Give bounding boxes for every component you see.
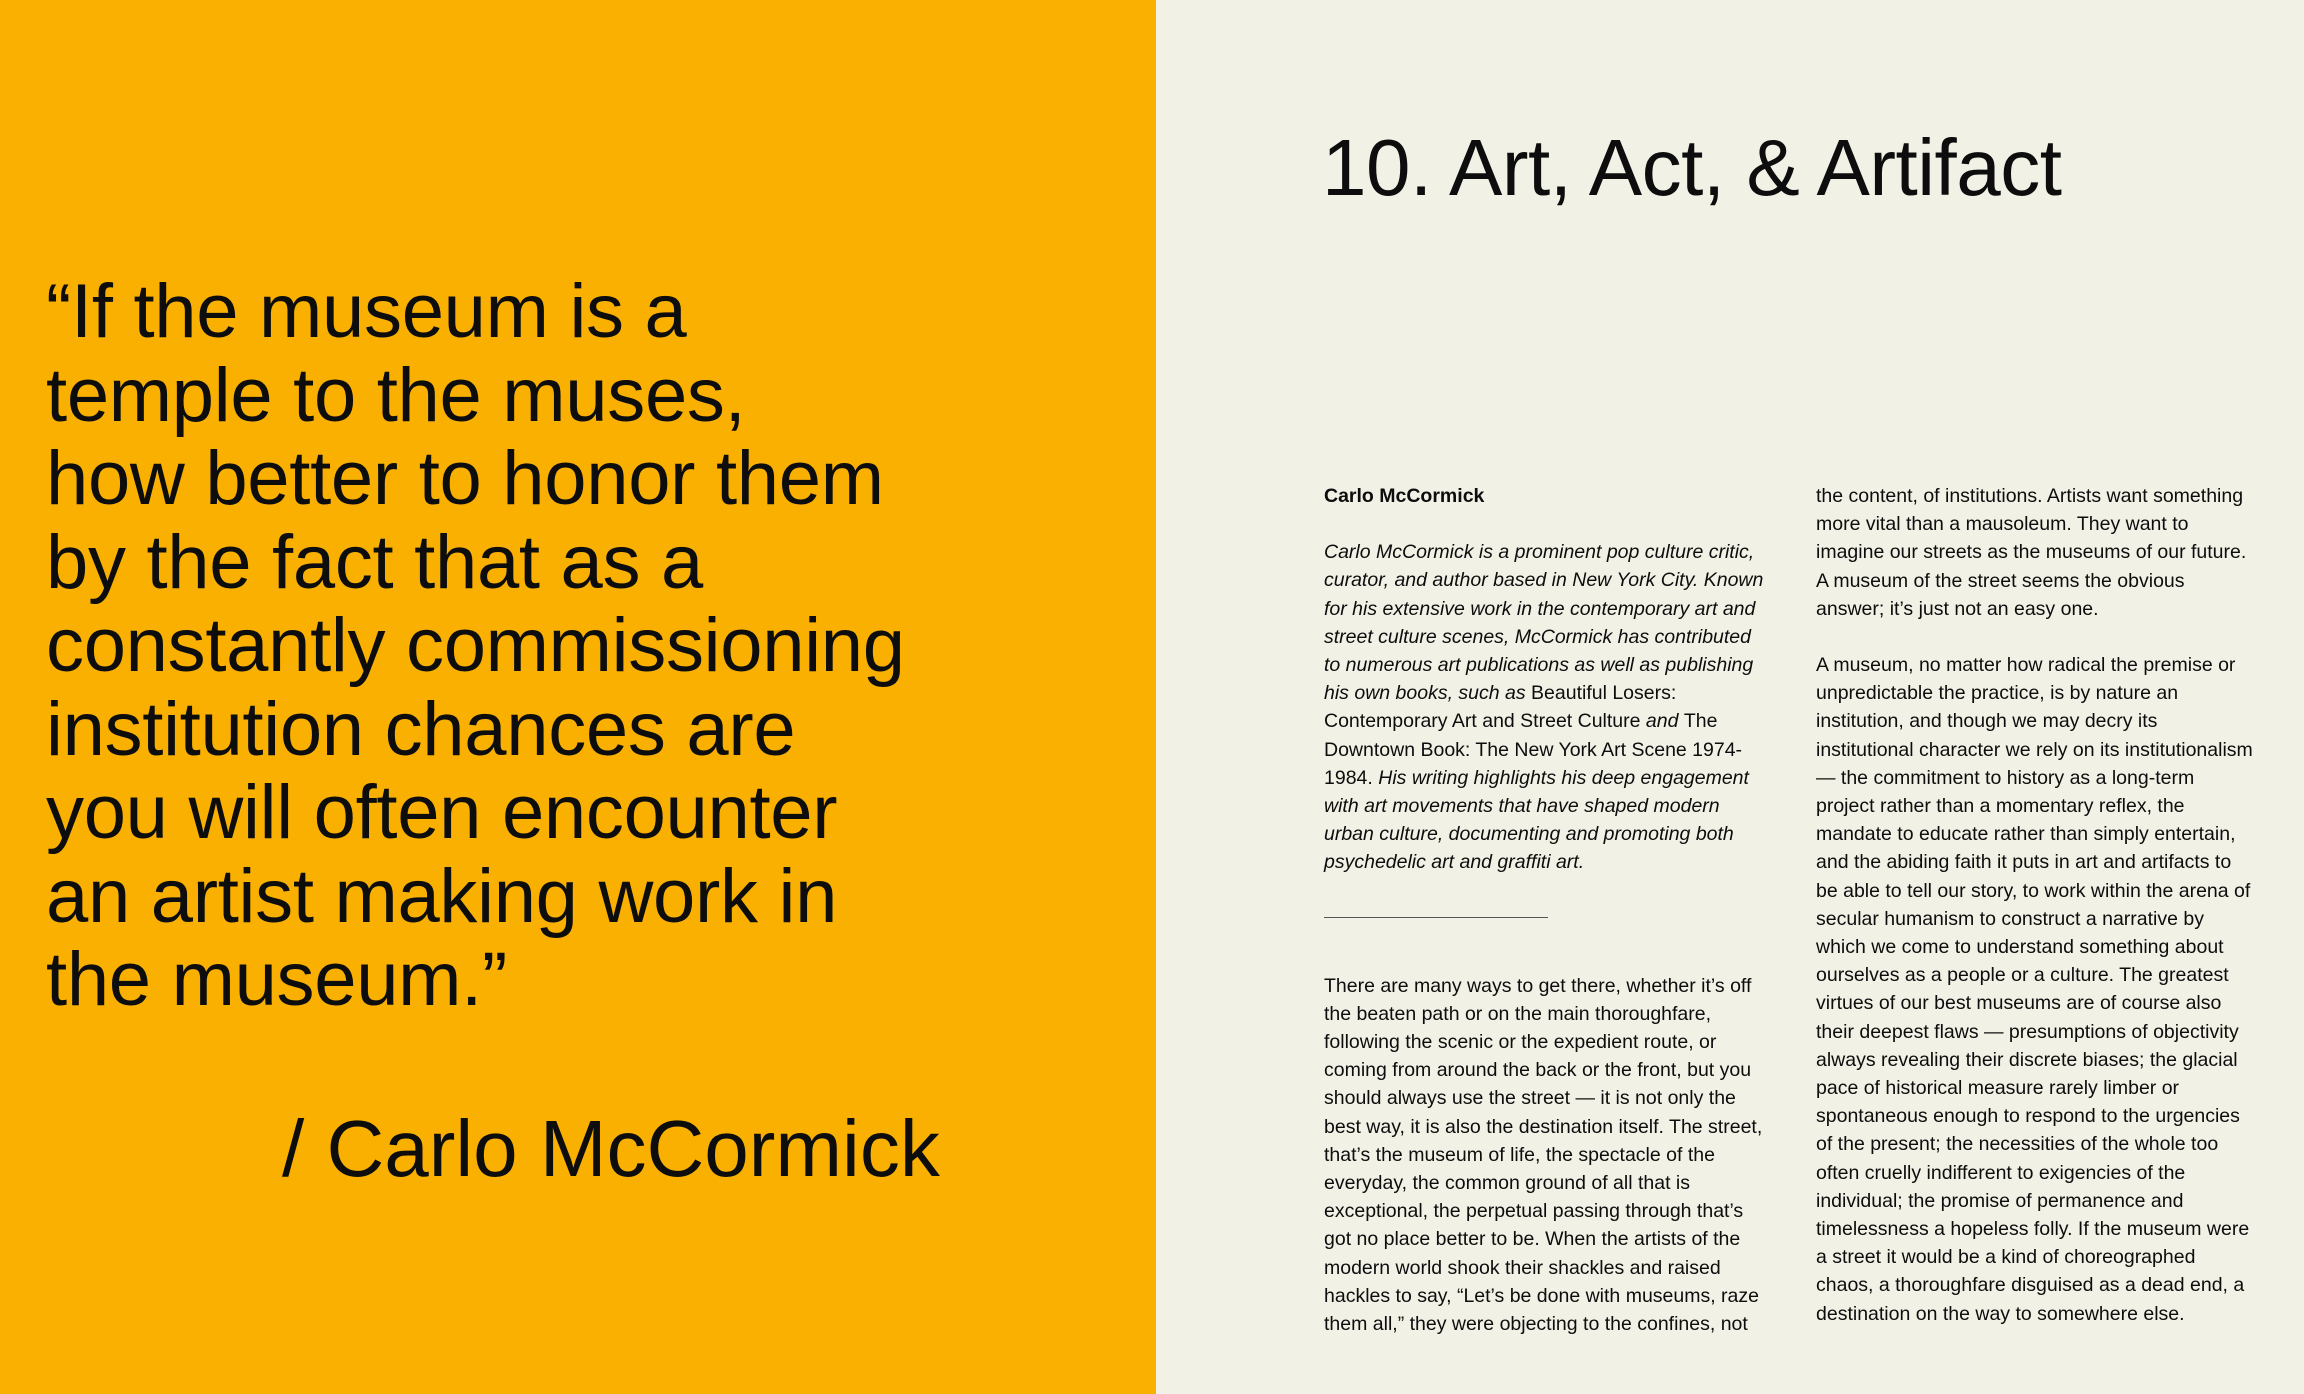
text-line: them all,” they were objecting to the confines, not — [1324, 1313, 1748, 1336]
article-column-left — [1324, 482, 1792, 1366]
bio-line — [1324, 736, 1792, 764]
bio-line — [1324, 538, 1792, 566]
author-bio — [1324, 538, 1792, 876]
quote-line: the museum.” — [46, 937, 508, 1022]
bio-line — [1324, 651, 1792, 679]
article-body-left — [1324, 972, 1792, 1339]
text-line: modern world shook their shackles and raised — [1324, 1256, 1721, 1279]
body-paragraph — [1816, 482, 2286, 623]
bio-text: curator, and author based in New York City. Known — [1324, 569, 1764, 592]
bio-text: to numerous art publications as well as publishing — [1324, 654, 1754, 677]
bio-line — [1324, 792, 1792, 820]
text-line: following the scenic or the expedient route, or — [1324, 1031, 1717, 1054]
text-line: secular humanism to construct a narrative by — [1816, 907, 2205, 930]
text-line: best way, it is also the destination itself. The street, — [1324, 1115, 1763, 1138]
text-line: a street it would be a kind of choreographed — [1816, 1246, 2196, 1269]
quote-line: by the fact that as a — [46, 519, 703, 605]
text-line: chaos, a thoroughfare disguised as a dead end, a — [1816, 1274, 2245, 1297]
book-title: The — [1683, 710, 1718, 733]
bio-text: and — [1640, 710, 1684, 733]
quote-line: an artist making work in — [46, 853, 838, 939]
text-line: pace of historical measure rarely limber or — [1816, 1077, 2180, 1100]
bio-line — [1324, 848, 1792, 876]
bio-text: street culture scenes, McCormick has contributed — [1324, 625, 1752, 648]
bio-text: His writing highlights his deep engagement — [1372, 766, 1749, 789]
bio-text: his own books, such as — [1324, 682, 1532, 705]
book-title: Downtown Book: The New York Art Scene 1974- — [1324, 738, 1743, 761]
chapter-title: 10. Art, Act, & Artifact — [1322, 123, 2062, 212]
bio-line — [1324, 707, 1792, 735]
book-title: 1984. — [1324, 766, 1373, 789]
text-line: spontaneous enough to respond to the urgencies — [1816, 1105, 2240, 1128]
text-line: got no place better to be. When the artists of the — [1324, 1228, 1741, 1251]
bio-line — [1324, 595, 1792, 623]
text-line: There are many ways to get there, whether it’s off — [1324, 974, 1752, 997]
text-line: A museum, no matter how radical the premise or — [1816, 654, 2236, 677]
text-line: which we come to understand something about — [1816, 936, 2224, 959]
article-body-right — [1816, 482, 2286, 1328]
text-line: answer; it’s just not an easy one. — [1816, 597, 2099, 620]
book-title: Beautiful Losers: — [1531, 682, 1677, 705]
quote-line: temple to the muses, — [46, 352, 746, 438]
text-line: individual; the promise of permanence and — [1816, 1189, 2184, 1212]
text-line: often cruelly indifferent to exigencies of the — [1816, 1161, 2186, 1184]
text-line: unpredictable the practice, is by nature an — [1816, 682, 2179, 705]
bio-text: psychedelic art and graffiti art. — [1324, 851, 1585, 874]
text-line: coming from around the back or the front, but you — [1324, 1059, 1752, 1082]
text-line: and the abiding faith it puts in art and artifacts to — [1816, 851, 2232, 874]
quote-line: how better to honor them — [46, 436, 884, 521]
bio-line — [1324, 764, 1792, 792]
text-line: always revealing their discrete biases; the glacial — [1816, 1048, 2238, 1071]
bio-text: for his extensive work in the contemporary art and — [1324, 597, 1756, 620]
text-line: project rather than a momentary reflex, the — [1816, 795, 2185, 818]
text-line: more vital than a mausoleum. They want to — [1816, 513, 2189, 536]
text-line: hackles to say, “Let’s be done with museums, raze — [1324, 1284, 1759, 1307]
bio-line — [1324, 623, 1792, 651]
bio-line — [1324, 566, 1792, 594]
book-title: Contemporary Art and Street Culture — [1324, 710, 1641, 733]
text-line: the content, of institutions. Artists want something — [1816, 485, 2244, 507]
text-line: of the present; the necessities of the whole too — [1816, 1133, 2219, 1156]
bio-text: with art movements that have shaped modern — [1324, 795, 1720, 818]
text-line: virtues of our best museums are of course also — [1816, 992, 2222, 1015]
body-paragraph — [1816, 651, 2286, 1328]
text-line: mandate to educate rather than simply entertain, — [1816, 823, 2236, 846]
text-line: institution, and though we may decry its — [1816, 710, 2158, 733]
quote-line: constantly commissioning — [46, 603, 905, 688]
quote-attribution: / Carlo McCormick — [282, 1104, 940, 1193]
text-line: imagine our streets as the museums of our future. — [1816, 541, 2247, 564]
text-line: A museum of the street seems the obvious — [1816, 569, 2185, 592]
body-paragraph — [1324, 972, 1792, 1339]
text-line: — the commitment to history as a long-term — [1816, 766, 2195, 789]
text-line: the beaten path or on the main thoroughfare, — [1324, 1002, 1712, 1025]
text-line: exceptional, the perpetual passing through that’s — [1324, 1200, 1744, 1223]
text-line: destination on the way to somewhere else. — [1816, 1302, 2185, 1325]
pull-quote — [46, 270, 1126, 1022]
text-line: that’s the museum of life, the spectacle of the — [1324, 1143, 1715, 1166]
text-line: their deepest flaws — presumptions of objectivity — [1816, 1020, 2239, 1043]
text-line: be able to tell our story, to work within the arena of — [1816, 879, 2251, 902]
text-line: everyday, the common ground of all that is — [1324, 1172, 1690, 1195]
text-line: ourselves as a people or a culture. The greatest — [1816, 964, 2229, 987]
quote-line: institution chances are — [46, 686, 796, 772]
text-line: should always use the street — it is not only the — [1324, 1087, 1736, 1110]
bio-text: urban culture, documenting and promoting both — [1324, 823, 1734, 846]
bio-text: Carlo McCormick is a prominent pop culture critic, — [1324, 541, 1755, 564]
bio-line — [1324, 820, 1792, 848]
author-name: Carlo McCormick — [1324, 485, 1485, 507]
quote-line: you will often encounter — [46, 770, 838, 855]
quote-line: “If the museum is a — [46, 269, 687, 354]
section-divider — [1324, 917, 1548, 918]
bio-line — [1324, 679, 1792, 707]
text-line: institutional character we rely on its institutionalism — [1816, 738, 2253, 761]
text-line: timelessness a hopeless folly. If the museum were — [1816, 1218, 2250, 1241]
article-column-right — [1816, 482, 2286, 1356]
